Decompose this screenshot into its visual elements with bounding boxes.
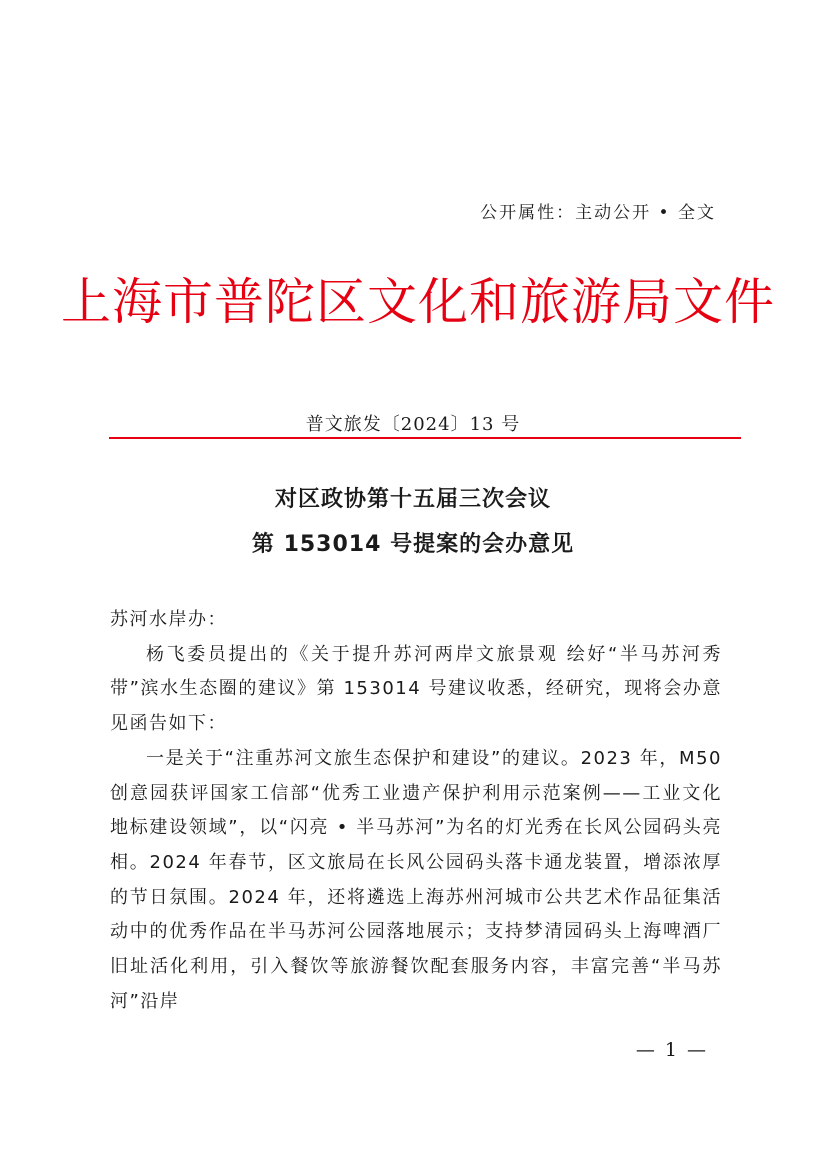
disclosure-attribute: 公开属性：主动公开 • 全文 [480, 203, 716, 223]
page-number: — 1 — [635, 1039, 708, 1061]
issuing-organization-title: 上海市普陀区文化和旅游局文件 [61, 273, 775, 331]
paragraph-point-one: 一是关于“注重苏河文旅生态保护和建设”的建议。2023 年，M50 创意园获评国家工信部“优秀工业遗产保护利用示范案例——工业文化地标建设领域”，以“闪亮 • 半马苏河”为名的灯光秀在长风公园码头亮相。2024 年春节，区文旅局在长风公园码头落卡通龙装置，增添浓厚的节日氛围。2024 年，还将遴选上海苏州河城市公共艺术作品征集活动中的优秀作品在半马苏河公园落地展示；支持梦清园码头上海啤酒厂旧址活化利用，引入餐饮等旅游餐饮配套服务内容，丰富完善“半马苏河”沿岸 [110, 747, 722, 1012]
document-number: 普文旅发〔2024〕13 号 [305, 414, 521, 435]
paragraph-intro: 杨飞委员提出的《关于提升苏河两岸文旅景观 绘好“半马苏河秀带”滨水生态圈的建议》第 153014 号建议收悉，经研究，现将会办意见函告如下： [110, 643, 722, 735]
salutation: 苏河水岸办： [110, 609, 227, 630]
document-title-line-1: 对区政协第十五届三次会议 [274, 487, 551, 512]
red-divider-line [109, 437, 741, 439]
document-title-line-2: 第 153014 号提案的会办意见 [251, 532, 575, 557]
document-body [110, 603, 722, 1019]
